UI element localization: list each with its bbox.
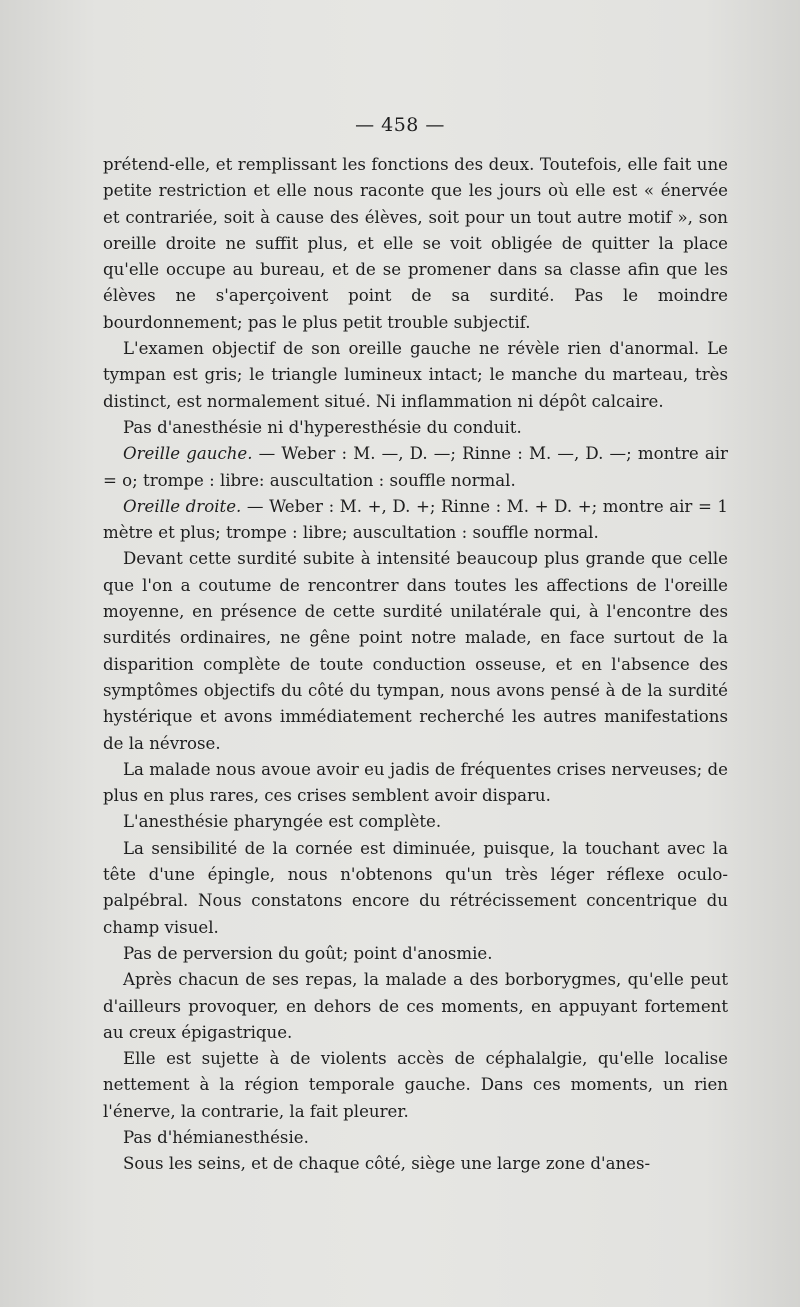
paragraph [103,441,728,494]
paragraph-text: prétend-elle, et remplissant les fonctions des deux. Toutefois, elle fait une petite restriction et elle nous raconte que les jours où elle est « énervée et contrariée, soit à cause des élèves, soit pour un tout autre motif », son oreille droite ne suffit plus, et elle se voit obligée de quitter la place qu'elle occupe au bureau, et de se promener dans sa classe afin que les élèves ne s'aperçoivent point de sa surdité. Pas le moindre bourdonnement; pas le plus petit trouble subjectif. [103,155,728,332]
paragraph-text: Pas d'hémianesthésie. [123,1127,309,1147]
paragraph [103,836,728,941]
paragraph [103,809,728,835]
page-number: — 458 — [355,114,445,136]
paragraph [103,941,728,967]
paragraph-text: Sous les seins, et de chaque côté, siège une large zone d'anes- [123,1154,651,1174]
paragraph [103,1046,728,1125]
paragraph-heading: Oreille gauche. [123,444,253,464]
paragraph [103,757,728,810]
paragraph [103,415,728,441]
paragraph [103,152,728,336]
paragraph-text: Pas de perversion du goût; point d'anosmie. [123,943,493,963]
paragraph-text: — Weber : M. +, D. +; Rinne : M. + D. +; montre air = 1 mètre et plus; trompe : libre; auscultation : souffle normal. [103,496,728,543]
body-text [103,152,728,1178]
paragraph [103,336,728,415]
paragraph [103,546,728,756]
paragraph-text: Après chacun de ses repas, la malade a des borborygmes, qu'elle peut d'ailleurs provoquer, en dehors de ces moments, en appuyant fortement au creux épigastrique. [103,970,728,1042]
paragraph [103,494,728,547]
paragraph-text: Elle est sujette à de violents accès de céphalalgie, qu'elle localise nettement à la région temporale gauche. Dans ces moments, un rien l'énerve, la contrarie, la fait pleurer. [103,1049,728,1121]
paragraph-text: La sensibilité de la cornée est diminuée, puisque, la touchant avec la tête d'une épingle, nous n'obtenons qu'un très léger réflexe oculo-palpébral. Nous constatons encore du rétrécissement concentrique du champ visuel. [103,838,728,937]
paragraph [103,1151,728,1177]
paragraph-text: L'examen objectif de son oreille gauche ne révèle rien d'anormal. Le tympan est gris; le triangle lumineux intact; le manche du marteau, très distinct, est normalement situé. Ni inflammation ni dépôt calcaire. [103,339,728,411]
paragraph [103,1125,728,1151]
paragraph-text: Pas d'anesthésie ni d'hyperesthésie du conduit. [123,417,522,437]
paragraph-text: — Weber : M. —, D. —; Rinne : M. —, D. —; montre air = o; trompe : libre: auscultation : souffle normal. [103,444,728,490]
paragraph-heading: Oreille droite. [123,496,242,516]
paragraph [103,967,728,1046]
paragraph-text: La malade nous avoue avoir eu jadis de fréquentes crises nerveuses; de plus en plus rares, ces crises semblent avoir disparu. [103,759,728,806]
paragraph-text: L'anesthésie pharyngée est complète. [123,812,442,832]
paragraph-text: Devant cette surdité subite à intensité beaucoup plus grande que celle que l'on a coutume de rencontrer dans toutes les affections de l'oreille moyenne, en présence de cette surdité unilatérale qui, à l'encontre des surdités ordinaires, ne gêne point notre malade, en face surtout de la disparition complète de toute conduction osseuse, et en l'absence des symptômes objectifs du côté du tympan, nous avons pensé à de la surdité hystérique et avons immédiatement recherché les autres manifestations de la névrose. [103,549,728,753]
